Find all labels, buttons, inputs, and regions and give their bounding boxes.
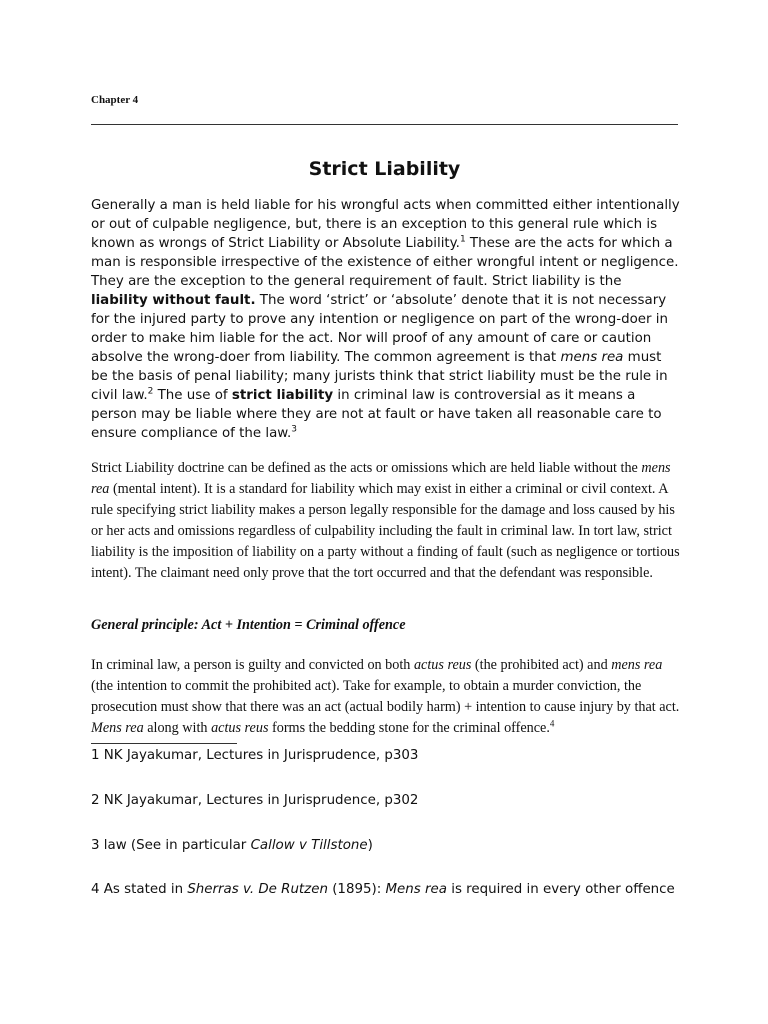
footnote-ref-2[interactable]: 2 <box>147 386 154 397</box>
criminal-law-paragraph: In criminal law, a person is guilty and convicted on both actus reus (the prohibited act) and mens rea (the intention to commit the prohibited act). Take for example, to obtain a murder conviction, the prosecution must show that there was an act (actual bodily harm) + intention to cause injury by that act. Mens rea along with actus reus forms the bedding stone for the criminal offence.$^4$ <box>91 657 680 736</box>
footnote-ref-1[interactable]: 1 <box>459 234 466 245</box>
footnote-ref-3[interactable]: 3 <box>291 424 298 435</box>
definition-paragraph: Strict Liability doctrine can be defined as the acts or omissions which are held liable without the mens rea (mental intent). It is a standard for liability which may exist in either a criminal or civil context. A rule specifying strict liability makes a person legally responsible for the damage and loss caused by his or her acts and omissions regardless of culpability including the fault in criminal law. In tort law, strict liability is the imposition of liability on a party without a finding of fault (such as negligence or tortious intent). The claimant need only prove that the tort occurred and that the defendant was responsible. <box>91 460 680 581</box>
section-heading: General principle: Act + Intention = Criminal offence <box>91 617 406 633</box>
footnote-3: 3 law (See in particular Callow v Tillstone) <box>91 838 373 853</box>
intro-paragraph: Generally a man is held liable for his wrongful acts when committed either intentionally or out of culpable negligence, but, there is an exception to this general rule which is known as wrongs of Strict Liability or Absolute Liability.$^1$ These are the acts for which a man is responsible irrespective of the existence of either wrongful intent or negligence. They are the exception to the general requirement of fault. Strict liability is the liability without fault. The word ‘strict’ or ‘absolute’ denote that it is not necessary for the injured party to prove any intention or negligence on part of the wrong-doer in order to make him liable for the act. Nor will proof of any amount of care or caution absolve the wrong-doer from liability. The common agreement is that mens rea must be the basis of penal liability; many jurists think that strict liability must be the rule in civil law.$^2$ The use of strict liability in criminal law is controversial as it means a person may be liable where they are not at fault or have taken all reasonable care to ensure compliance of the law.$^3$ <box>91 198 680 441</box>
bold-phrase: strict liability <box>231 388 334 403</box>
bold-phrase: liability without fault. <box>91 293 256 308</box>
footnote-divider <box>91 743 237 744</box>
chapter-label: Chapter 4 <box>91 94 139 106</box>
page-title: Strict Liability <box>308 158 461 180</box>
footnote-4: 4 As stated in Sherras v. De Rutzen (1895): Mens rea is required in every other offence <box>91 882 675 897</box>
header-divider <box>91 124 678 125</box>
footnote-1: 1 NK Jayakumar, Lectures in Jurisprudence, p303 <box>91 748 419 763</box>
footnote-ref-4[interactable]: 4 <box>549 718 555 729</box>
footnote-2: 2 NK Jayakumar, Lectures in Jurisprudence, p302 <box>91 793 419 808</box>
